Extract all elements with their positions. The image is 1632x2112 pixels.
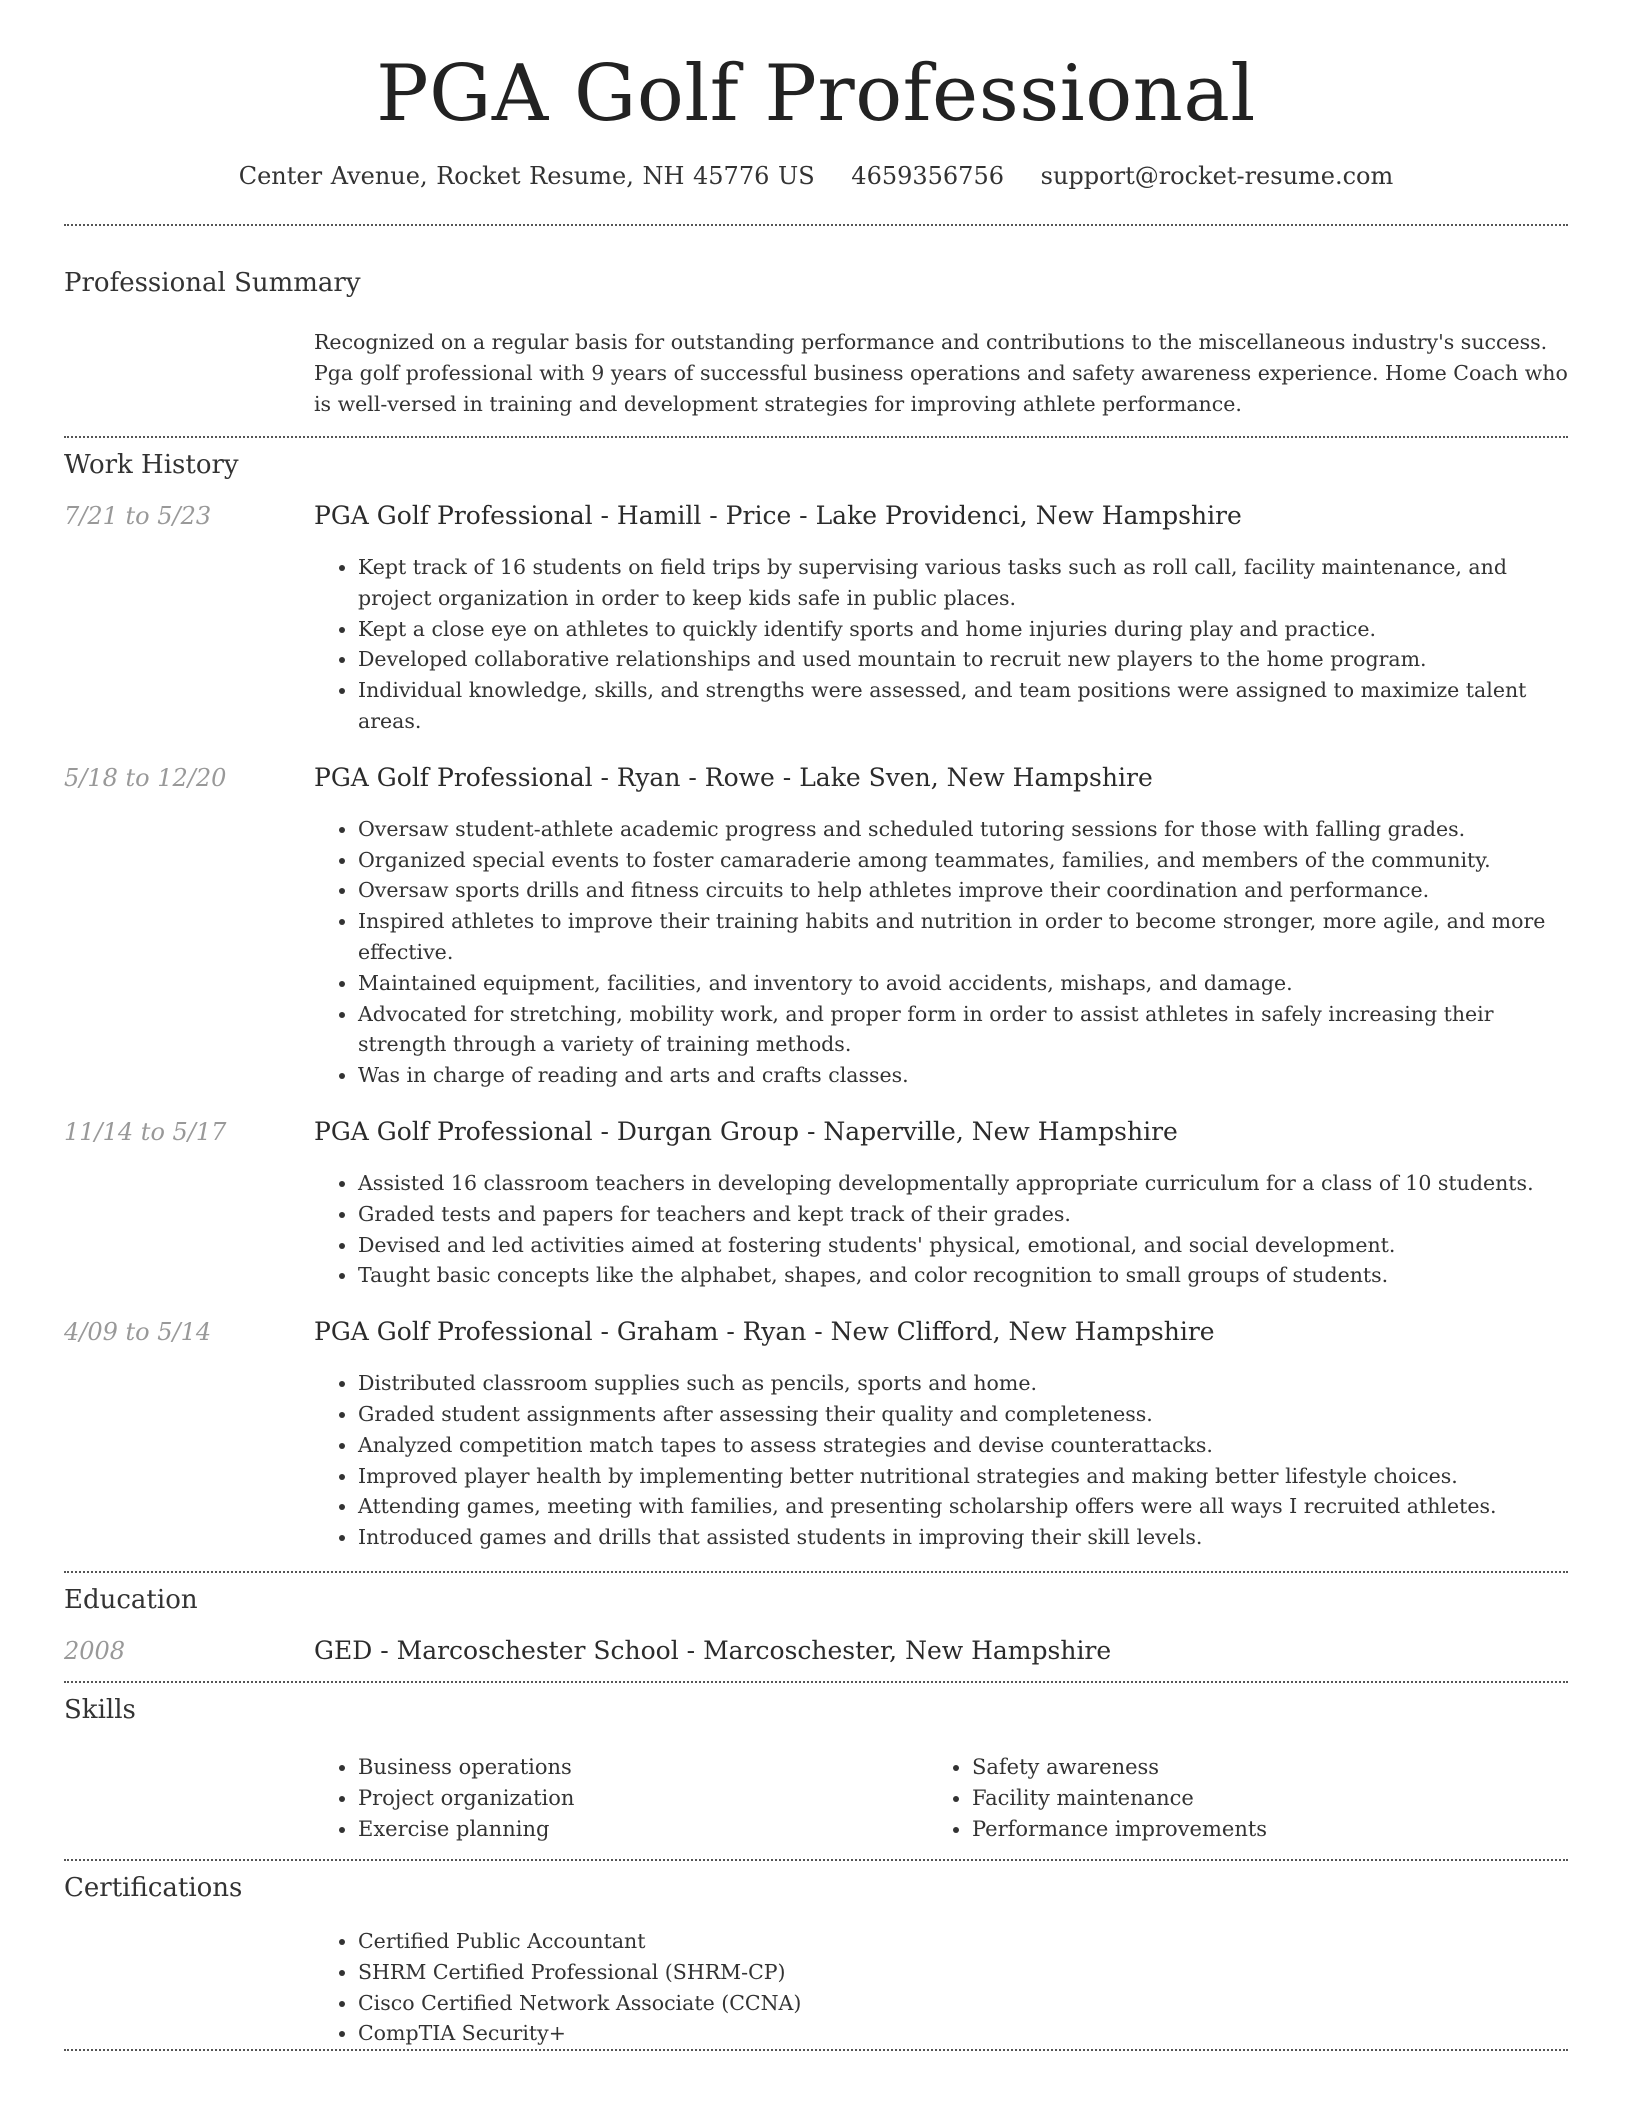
- job-entry: [64, 1117, 1568, 1291]
- section-divider: [64, 224, 1568, 226]
- job-header: [64, 501, 1568, 530]
- skill-item: • Safety awareness: [972, 1752, 1542, 1783]
- education-year: 2008: [64, 1637, 126, 1666]
- skill-item: • Performance improvements: [972, 1814, 1542, 1845]
- job-bullets: [314, 1368, 1568, 1553]
- skill-item: • Exercise planning: [358, 1814, 928, 1845]
- education-section: [64, 1573, 1568, 1665]
- job-bullet: • Individual knowledge, skills, and strengths were assessed, and team positions were assigned to maximize talent areas.: [358, 675, 1568, 737]
- certifications-list: [314, 1926, 1568, 2049]
- job-title: PGA Golf Professional - Graham - Ryan - New Clifford, New Hampshire: [314, 1317, 1215, 1347]
- job-bullet: • Graded student assignments after assessing their quality and completeness.: [358, 1399, 1568, 1430]
- candidate-name: PGA Golf Professional: [376, 49, 1256, 139]
- job-bullet: • Developed collaborative relationships and used mountain to recruit new players to the home program.: [358, 644, 1568, 675]
- summary-section: [64, 268, 1568, 420]
- job-bullet: • Taught basic concepts like the alphabet, shapes, and color recognition to small groups of students.: [358, 1260, 1568, 1291]
- job-header: [64, 763, 1568, 792]
- education-detail: GED - Marcoschester School - Marcoschester, New Hampshire: [314, 1636, 1112, 1666]
- job-entry: [64, 763, 1568, 1091]
- skills-column-right: [928, 1752, 1542, 1844]
- summary-text: Recognized on a regular basis for outstanding performance and contributions to the miscellaneous industry's success. Pga golf professional with 9 years of successful business operations and safety awareness experience. Home Coach who is well-versed in training and development strategies for improving athlete performance.: [314, 329, 1568, 416]
- job-bullet: • Was in charge of reading and arts and crafts classes.: [358, 1060, 1568, 1091]
- job-bullet: • Kept track of 16 students on field trips by supervising various tasks such as roll call, facility maintenance, and project organization in order to keep kids safe in public places.: [358, 552, 1568, 614]
- job-list: [64, 501, 1568, 1553]
- certification-item: • Cisco Certified Network Associate (CCNA): [358, 1988, 1568, 2019]
- certification-item: • Certified Public Accountant: [358, 1926, 1568, 1957]
- job-bullet: • Organized special events to foster camaraderie among teammates, families, and members of the community.: [358, 845, 1568, 876]
- section-divider: [64, 2049, 1568, 2051]
- job-bullets: [314, 552, 1568, 737]
- resume-header: [64, 0, 1568, 190]
- job-bullet: • Introduced games and drills that assisted students in improving their skill levels.: [358, 1522, 1568, 1553]
- job-entry: [64, 1317, 1568, 1553]
- job-entry: [64, 501, 1568, 737]
- education-title: Education: [64, 1584, 198, 1615]
- certifications-title: Certifications: [64, 1872, 243, 1903]
- job-bullet: • Maintained equipment, facilities, and inventory to avoid accidents, mishaps, and damage.: [358, 968, 1568, 999]
- work-history-title: Work History: [64, 449, 239, 480]
- contact-email: support@rocket-resume.com: [1040, 161, 1394, 190]
- job-dates: 7/21 to 5/23: [64, 502, 212, 531]
- skill-item: • Project organization: [358, 1783, 928, 1814]
- contact-address: Center Avenue, Rocket Resume, NH 45776 US: [238, 161, 815, 190]
- work-history-section: [64, 438, 1568, 1571]
- job-bullet: • Oversaw student-athlete academic progress and scheduled tutoring sessions for those with falling grades.: [358, 814, 1568, 845]
- job-title: PGA Golf Professional - Durgan Group - Naperville, New Hampshire: [314, 1117, 1178, 1147]
- job-bullet: • Advocated for stretching, mobility work, and proper form in order to assist athletes in safely increasing their strength through a variety of training methods.: [358, 999, 1568, 1061]
- skills-title: Skills: [64, 1695, 136, 1726]
- contact-line: [64, 162, 1568, 190]
- job-bullets: [314, 1168, 1568, 1291]
- job-bullet: • Devised and led activities aimed at fostering students' physical, emotional, and social development.: [358, 1230, 1568, 1261]
- job-bullet: • Kept a close eye on athletes to quickly identify sports and home injuries during play and practice.: [358, 614, 1568, 645]
- job-bullet: • Inspired athletes to improve their training habits and nutrition in order to become stronger, more agile, and more effective.: [358, 906, 1568, 968]
- job-bullet: • Distributed classroom supplies such as pencils, sports and home.: [358, 1368, 1568, 1399]
- skills-column-left: [314, 1752, 928, 1844]
- job-title: PGA Golf Professional - Hamill - Price - Lake Providenci, New Hampshire: [314, 501, 1242, 531]
- skills-section: [64, 1683, 1568, 1845]
- job-bullet: • Improved player health by implementing better nutritional strategies and making better lifestyle choices.: [358, 1461, 1568, 1492]
- job-header: [64, 1317, 1568, 1346]
- certifications-section: [64, 1861, 1568, 2049]
- job-bullet: • Analyzed competition match tapes to assess strategies and devise counterattacks.: [358, 1430, 1568, 1461]
- job-dates: 11/14 to 5/17: [64, 1118, 227, 1147]
- job-title: PGA Golf Professional - Ryan - Rowe - Lake Sven, New Hampshire: [314, 762, 1153, 792]
- job-dates: 5/18 to 12/20: [64, 763, 227, 792]
- job-bullet: • Assisted 16 classroom teachers in developing developmentally appropriate curriculum for a class of 10 students.: [358, 1168, 1568, 1199]
- job-header: [64, 1117, 1568, 1146]
- skill-item: • Business operations: [358, 1752, 928, 1783]
- skills-grid: [314, 1752, 1568, 1844]
- contact-phone: 4659356756: [851, 161, 1004, 190]
- certification-item: • CompTIA Security+: [358, 2018, 1568, 2049]
- job-bullet: • Graded tests and papers for teachers and kept track of their grades.: [358, 1199, 1568, 1230]
- job-bullet: • Attending games, meeting with families, and presenting scholarship offers were all ways I recruited athletes.: [358, 1491, 1568, 1522]
- job-bullets: [314, 814, 1568, 1091]
- summary-title: Professional Summary: [64, 267, 361, 298]
- skill-item: • Facility maintenance: [972, 1783, 1542, 1814]
- education-entry: [64, 1636, 1568, 1665]
- job-dates: 4/09 to 5/14: [64, 1318, 212, 1347]
- job-bullet: • Oversaw sports drills and fitness circuits to help athletes improve their coordination and performance.: [358, 875, 1568, 906]
- certification-item: • SHRM Certified Professional (SHRM-CP): [358, 1957, 1568, 1988]
